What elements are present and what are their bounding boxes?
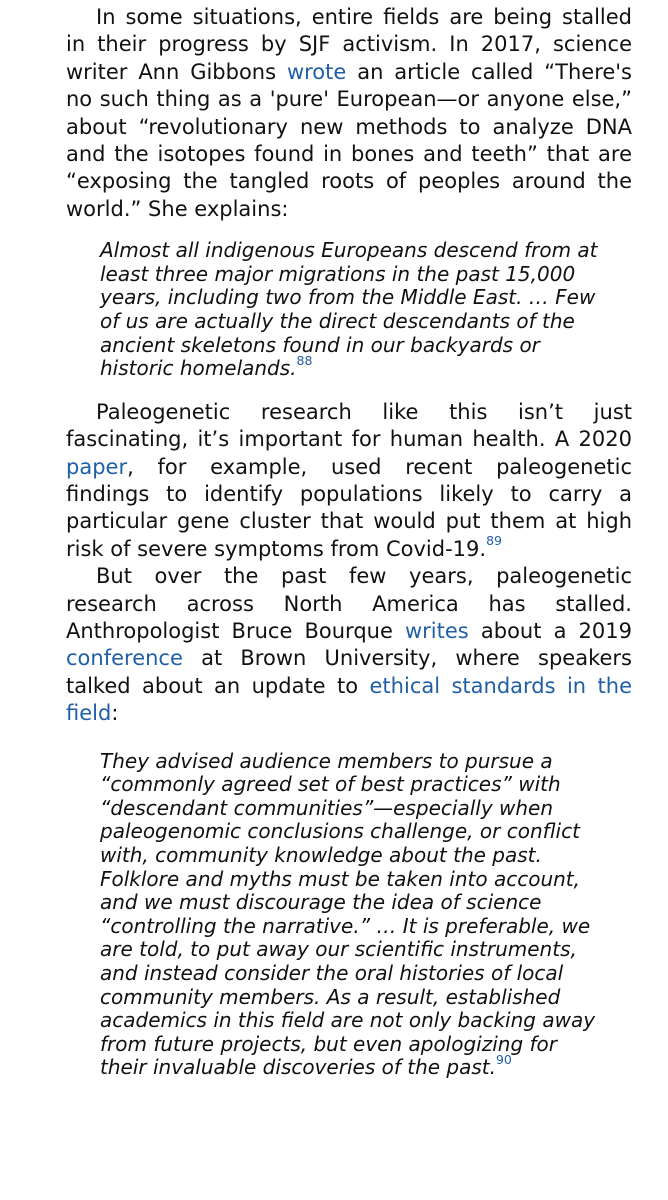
footnote-90[interactable]: 90 — [495, 1051, 512, 1067]
link-wrote[interactable]: wrote — [286, 59, 347, 84]
footnote-88[interactable]: 88 — [296, 352, 313, 368]
paragraph-text: an article called “There's no such thing as a 'pure' European—or anyone else,” about “revolutionary new methods to analyze DNA and the isotopes found in bones and teeth” that are “exposing the tangled roots of peoples around the world.” She explains: — [66, 59, 632, 221]
footnote-89[interactable]: 89 — [486, 532, 502, 548]
paragraph-text: about a 2019 — [468, 619, 632, 644]
quote-text: Almost all indigenous Europeans descend from at least three major migrations in the past 15,000 years, including two from the Middle East. … Few of us are actually the direct descendants of the ancient skeletons found in our backyards or historic homelands. — [100, 238, 598, 381]
paragraph-text: , for example, used recent paleogenetic findings to identify populations likely to carry a particular gene cluster that would put them at high risk of severe symptoms from Covid-19. — [66, 454, 632, 561]
paragraph-text: Paleogenetic research like this isn’t just fascinating, it’s important for human health. A 2020 — [66, 399, 632, 452]
paragraph-bourque — [66, 563, 632, 727]
paragraph-text: But over the past few years, paleogenetic research across North America has stalled. Anthropologist Bruce Bourque — [66, 564, 632, 644]
paragraph-paleogenetic — [66, 399, 632, 563]
paragraph-text: In some situations, entire fields are being stalled in their progress by SJF activism. In 2017, science writer Ann Gibbons — [66, 5, 632, 84]
blockquote-gibbons — [100, 239, 600, 381]
link-paper[interactable]: paper — [66, 454, 128, 479]
paragraph-text: at Brown University, where speakers talked about an update to — [66, 646, 632, 698]
quote-text: They advised audience members to pursue a “commonly agreed set of best practices” with “descendant communities”—especially when paleogenomic conclusions challenge, or conflict with, community knowledge about the past. Folklore and myths must be taken into account, and we must discourage the idea of science “controlling the narrative.” … It is preferable, we are told, to put away our scientific instruments, and instead consider the oral histories of local community members. As a result, established academics in this field are not only backing away from future projects, but even apologizing for their invaluable discoveries of the past. — [100, 748, 596, 1080]
article-body — [66, 0, 632, 1080]
blockquote-bourque — [100, 750, 600, 1080]
link-writes[interactable]: writes — [405, 619, 469, 644]
link-ethical-standards[interactable]: ethical standards in the field — [66, 673, 632, 726]
paragraph-gibbons — [66, 4, 632, 223]
paragraph-text: : — [111, 701, 119, 726]
link-conference[interactable]: conference — [66, 646, 183, 671]
